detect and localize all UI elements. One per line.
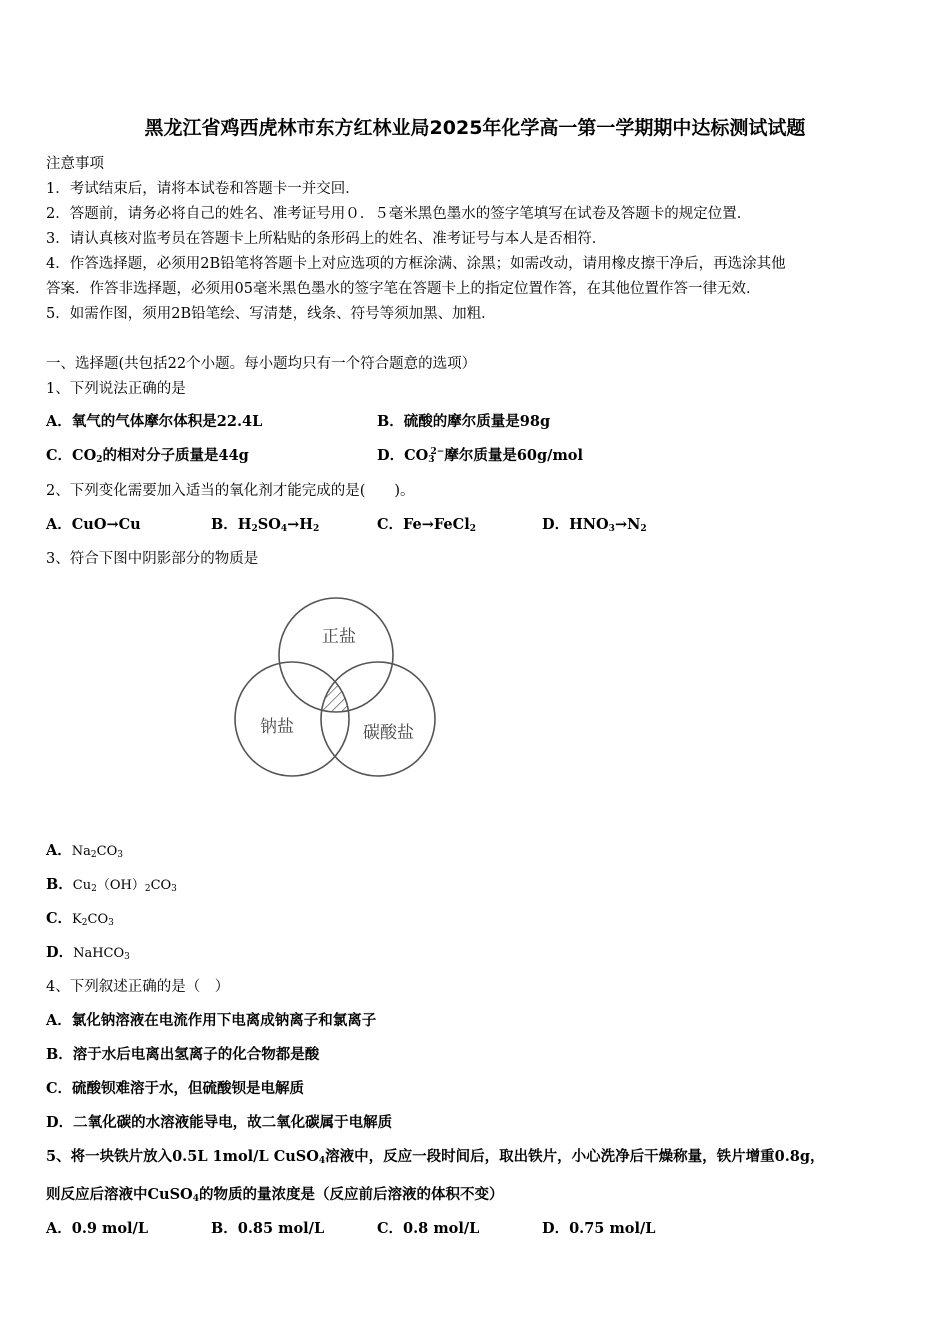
q2-option-b[interactable] bbox=[211, 513, 319, 534]
formula-part: CO bbox=[150, 878, 172, 893]
formula-part: SO bbox=[257, 516, 281, 533]
option-label: B． bbox=[211, 516, 238, 533]
page-title: 黑龙江省鸡西虎林市东方红林业局2025年化学高一第一学期期中达标测试试题 bbox=[144, 117, 806, 139]
option-text: 溶于水后电离出氢离子的化合物都是酸 bbox=[72, 1046, 320, 1063]
option-label: D． bbox=[46, 944, 74, 961]
q2-option-a[interactable] bbox=[46, 513, 141, 534]
option-label: A． bbox=[46, 1220, 72, 1237]
option-text: 硫酸钡难溶于水，但硫酸钡是电解质 bbox=[72, 1080, 305, 1097]
formula-part: NaHCO bbox=[73, 946, 125, 961]
option-text: 的相对分子质量是44g bbox=[102, 447, 249, 464]
option-text: 硫酸的摩尔质量是98g bbox=[403, 413, 551, 430]
option-label: C． bbox=[46, 447, 73, 464]
notice-item-5: 5．如需作图，须用2B铅笔绘、写清楚，线条、符号等须加黑、加粗． bbox=[46, 306, 496, 322]
q2-option-d[interactable] bbox=[542, 513, 647, 534]
q5-stem-line2 bbox=[46, 1183, 503, 1204]
formula-part: Na bbox=[71, 844, 91, 859]
option-text: 0.85 mol/L bbox=[237, 1220, 325, 1237]
section-heading: 一、选择题(共包括22个小题。每小题均只有一个符合题意的选项） bbox=[46, 356, 477, 372]
formula-subscript: 4 bbox=[318, 1156, 326, 1166]
formula-part: Cu bbox=[72, 878, 92, 893]
option-text: 0.75 mol/L bbox=[569, 1220, 656, 1237]
option-label: D． bbox=[542, 1220, 570, 1237]
formula-subscript: 4 bbox=[192, 1194, 199, 1204]
option-label: B． bbox=[211, 1220, 238, 1237]
notice-item-1: 1．考试结束后，请将本试卷和答题卡一并交回． bbox=[46, 181, 360, 197]
stem-text: 溶液中，反应一段时间后，取出铁片，小心洗净后干燥称量，铁片增重0.8g， bbox=[325, 1148, 825, 1165]
formula-subscript: 3 bbox=[428, 455, 435, 465]
circle-tansuanyan bbox=[321, 662, 435, 776]
q4-option-a[interactable] bbox=[46, 1009, 376, 1030]
formula-subscript: 2 bbox=[640, 524, 647, 534]
option-label: A． bbox=[46, 413, 72, 430]
formula-part: （OH） bbox=[96, 878, 145, 893]
q1-option-b[interactable] bbox=[377, 410, 550, 431]
formula-part: →N bbox=[614, 516, 641, 533]
notice-item-4: 4．作答选择题，必须用2B铅笔将答题卡上对应选项的方框涂满、涂黑；如需改动，请用橡皮擦干净后，再选涂其他 bbox=[46, 256, 786, 272]
label-tansuanyan: 碳酸盐 bbox=[363, 723, 414, 743]
option-text: 氯化钠溶液在电流作用下电离成钠离子和氯离子 bbox=[71, 1012, 377, 1029]
option-label: C． bbox=[377, 1220, 404, 1237]
formula-subscript: 3 bbox=[171, 884, 177, 894]
option-label: D． bbox=[46, 1114, 74, 1131]
formula-subscript: 3 bbox=[117, 850, 123, 860]
formula-subscript: 3 bbox=[608, 524, 615, 534]
label-nayan: 钠盐 bbox=[260, 717, 294, 737]
formula-subscript: 3 bbox=[108, 918, 114, 928]
formula-part: CO bbox=[96, 844, 118, 859]
formula-subscript: 2 bbox=[96, 455, 103, 465]
notice-item-4-cont: 答案．作答非选择题，必须用05毫米黑色墨水的签字笔在答题卡上的指定位置作答，在其他位置作答一律无效． bbox=[46, 281, 761, 297]
q2-stem: 2、下列变化需要加入适当的氧化剂才能完成的是( )。 bbox=[46, 483, 415, 499]
formula-subscript: 2 bbox=[90, 850, 97, 860]
formula-part: H bbox=[237, 516, 252, 533]
q3-stem: 3、符合下图中阴影部分的物质是 bbox=[46, 551, 259, 567]
q1-option-a[interactable] bbox=[46, 410, 262, 431]
stem-text: 5、将一块铁片放入0.5L 1mol/L CuSO bbox=[46, 1148, 319, 1165]
q3-option-c[interactable] bbox=[46, 907, 114, 928]
q1-option-c[interactable] bbox=[46, 444, 249, 465]
stem-text: 则反应后溶液中CuSO bbox=[46, 1186, 193, 1203]
formula-subscript: 2 bbox=[81, 918, 88, 928]
q3-option-b[interactable] bbox=[46, 873, 177, 894]
venn-diagram bbox=[225, 590, 445, 785]
formula-subscript: 3 bbox=[124, 952, 130, 962]
formula-subscript: 2 bbox=[144, 884, 151, 894]
option-label: B． bbox=[46, 876, 73, 893]
option-text: 氧气的气体摩尔体积是22.4L bbox=[71, 413, 263, 430]
formula-subscript: 4 bbox=[280, 524, 288, 534]
option-label: D． bbox=[377, 447, 405, 464]
option-label: C． bbox=[46, 910, 73, 927]
option-text: 二氧化碳的水溶液能导电，故二氧化碳属于电解质 bbox=[73, 1114, 393, 1131]
q4-stem: 4、下列叙述正确的是（ ） bbox=[46, 979, 230, 995]
q5-stem bbox=[46, 1145, 825, 1166]
option-label: B． bbox=[46, 1046, 73, 1063]
formula-subscript: 2 bbox=[312, 524, 320, 534]
q3-option-a[interactable] bbox=[46, 839, 123, 860]
option-text: 0.9 mol/L bbox=[71, 1220, 149, 1237]
option-label: B． bbox=[377, 413, 404, 430]
formula-subscript: 2 bbox=[251, 524, 258, 534]
label-zhengyan: 正盐 bbox=[322, 627, 356, 647]
q5-option-d[interactable] bbox=[542, 1217, 655, 1238]
formula-part: →H bbox=[287, 516, 313, 533]
notice-item-3: 3．请认真核对监考员在答题卡上所粘贴的条形码上的姓名、准考证号与本人是否相符． bbox=[46, 231, 607, 247]
option-text: CuO→Cu bbox=[71, 516, 141, 533]
q5-option-b[interactable] bbox=[211, 1217, 324, 1238]
q4-option-b[interactable] bbox=[46, 1043, 319, 1064]
stem-text: 的物质的量浓度是（反应前后溶液的体积不变） bbox=[198, 1186, 504, 1203]
option-label: C． bbox=[377, 516, 404, 533]
formula-part: Fe→FeCl bbox=[403, 516, 470, 533]
option-label: A． bbox=[46, 1012, 72, 1029]
q5-option-c[interactable] bbox=[377, 1217, 479, 1238]
option-label: A． bbox=[46, 842, 72, 859]
option-label: A． bbox=[46, 516, 72, 533]
formula-subscript: 2 bbox=[469, 524, 476, 534]
q1-option-d[interactable] bbox=[377, 444, 583, 465]
q5-option-a[interactable] bbox=[46, 1217, 148, 1238]
q4-option-d[interactable] bbox=[46, 1111, 392, 1132]
formula-part: K bbox=[72, 912, 82, 927]
formula-subscript: 2 bbox=[91, 884, 97, 894]
option-text: 摩尔质量是60g/mol bbox=[444, 447, 583, 464]
formula-part: CO bbox=[87, 912, 109, 927]
formula-part: CO bbox=[72, 447, 97, 464]
notice-item-2: 2．答题前，请务必将自己的姓名、准考证号用０．５毫米黑色墨水的签字笔填写在试卷及答题卡的规定位置． bbox=[46, 206, 752, 222]
q3-option-d[interactable] bbox=[46, 941, 130, 962]
formula-part: CO bbox=[404, 447, 429, 464]
notice-heading: 注意事项 bbox=[46, 156, 104, 172]
q2-option-c[interactable] bbox=[377, 513, 476, 534]
formula-part: HNO bbox=[569, 516, 609, 533]
option-label: D． bbox=[542, 516, 570, 533]
formula-superscript: 2− bbox=[430, 447, 445, 457]
option-text: 0.8 mol/L bbox=[403, 1220, 480, 1237]
q1-stem: 1、下列说法正确的是 bbox=[46, 381, 186, 397]
q4-option-c[interactable] bbox=[46, 1077, 304, 1098]
option-label: C． bbox=[46, 1080, 73, 1097]
